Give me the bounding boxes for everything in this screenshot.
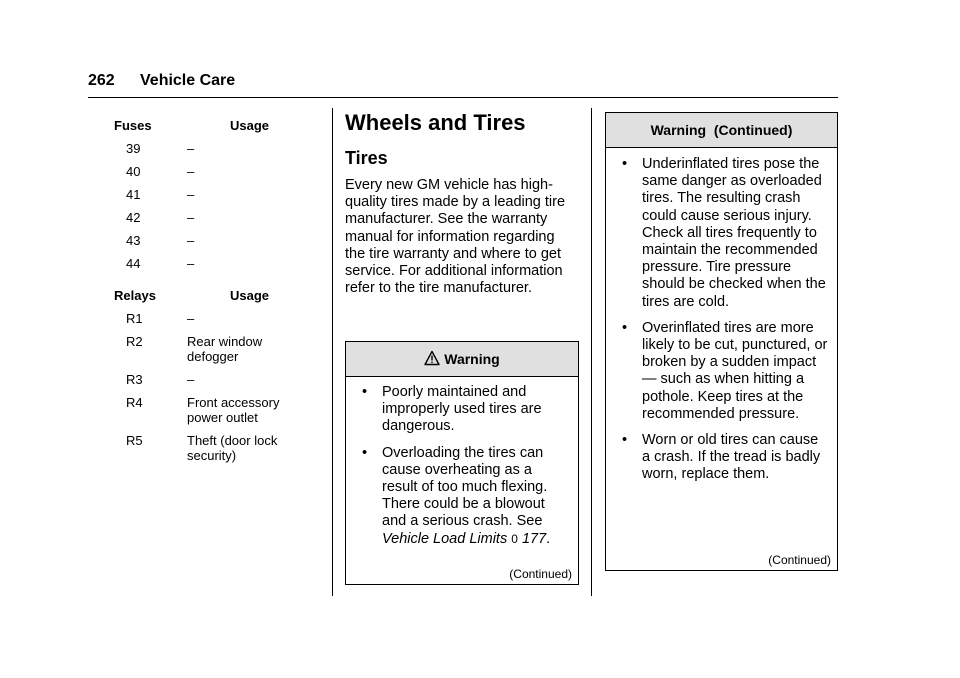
warning-title: Warning (Continued) bbox=[650, 122, 793, 138]
table-row bbox=[100, 210, 310, 225]
list-item: • Overloading the tires can cause overheating as a result of too much flexing. There could be a blowout and a serious crash. See Vehicle Load Limits 0 177. bbox=[362, 444, 551, 547]
section-heading: Tires bbox=[345, 148, 388, 168]
bullet-text: Underinflated tires pose the same danger as overloaded tires. The resulting crash could cause serious injury. Check all tires frequently to maintain the recommended pressure. Tire pressure should be checked when the tires are cold. bbox=[642, 156, 826, 310]
table-row bbox=[100, 334, 290, 364]
warning-header bbox=[346, 342, 578, 377]
table-row bbox=[100, 433, 310, 463]
warning-icon bbox=[424, 350, 440, 369]
relay-id: R1 bbox=[126, 311, 143, 326]
page-reference[interactable]: 177 bbox=[521, 530, 547, 547]
chapter-heading: Wheels and Tires bbox=[345, 110, 526, 135]
fuse-usage: – bbox=[187, 141, 195, 156]
fuse-usage: – bbox=[187, 233, 195, 248]
relays-column-header: Relays bbox=[114, 288, 156, 303]
page-header bbox=[88, 72, 838, 98]
table-row bbox=[100, 141, 310, 156]
bullet-text: Overinflated tires are more likely to be cut, punctured, or broken by a sudden impact — such as when hitting a pothole. Keep tires at the recommended pressure. bbox=[642, 319, 828, 422]
cross-reference-link[interactable]: Vehicle Load Limits bbox=[382, 530, 508, 547]
relay-id: R5 bbox=[126, 433, 143, 448]
list-item bbox=[612, 432, 829, 484]
relay-usage: – bbox=[187, 311, 195, 326]
bullet-text: Overloading the tires can cause overheating as a result of too much flexing. There could be a blowout and a serious crash. See bbox=[382, 444, 548, 530]
list-item bbox=[612, 320, 829, 423]
page-ref-icon: 0 bbox=[511, 531, 518, 546]
warning-box-continued bbox=[605, 112, 838, 571]
bullet-text: Poorly maintained and improperly used tires are dangerous. bbox=[382, 384, 542, 435]
relays-table bbox=[100, 288, 310, 471]
page-number: 262 bbox=[88, 72, 115, 89]
fuses-column-header: Fuses bbox=[114, 118, 152, 133]
table-row bbox=[100, 311, 310, 326]
table-row bbox=[100, 372, 310, 387]
relay-usage: Theft (door lock security) bbox=[187, 433, 278, 463]
warning-body bbox=[346, 377, 578, 548]
table-row bbox=[100, 187, 310, 202]
fuse-id: 40 bbox=[126, 164, 141, 179]
fuses-table-header bbox=[100, 118, 310, 138]
bullet-text: Worn or old tires can cause a crash. If the tread is badly worn, replace them. bbox=[642, 432, 821, 483]
column-divider bbox=[332, 108, 333, 596]
fuse-id: 43 bbox=[126, 233, 141, 248]
relay-usage: Front accessory power outlet bbox=[187, 395, 280, 425]
section-title: Vehicle Care bbox=[140, 72, 236, 89]
warning-title: Warning bbox=[444, 351, 500, 367]
bullet-marker: • bbox=[362, 444, 368, 461]
fuse-id: 44 bbox=[126, 256, 141, 271]
fuse-usage: – bbox=[187, 210, 195, 225]
warning-box bbox=[345, 341, 579, 585]
fuse-usage: – bbox=[187, 164, 195, 179]
bullet-marker: • bbox=[622, 156, 628, 172]
relay-usage: – bbox=[187, 372, 195, 387]
relay-id: R4 bbox=[126, 395, 143, 410]
warning-body bbox=[606, 148, 837, 484]
list-item bbox=[612, 156, 829, 311]
fuses-table bbox=[100, 118, 310, 279]
usage-column-header: Usage bbox=[230, 288, 270, 303]
table-row bbox=[100, 233, 310, 248]
column-divider bbox=[591, 108, 592, 596]
fuse-usage: – bbox=[187, 256, 195, 271]
continued-label: (Continued) bbox=[768, 553, 831, 567]
fuse-id: 41 bbox=[126, 187, 141, 202]
relay-id: R2 bbox=[126, 334, 143, 349]
table-row bbox=[100, 164, 310, 179]
bullet-marker: • bbox=[622, 319, 628, 336]
warning-header bbox=[606, 113, 837, 148]
fuse-id: 39 bbox=[126, 141, 141, 156]
relay-id: R3 bbox=[126, 372, 143, 387]
bullet-marker: • bbox=[362, 384, 368, 400]
bullet-marker: • bbox=[622, 432, 628, 449]
relay-usage: Rear window defogger bbox=[187, 334, 263, 364]
body-paragraph: Every new GM vehicle has high-quality tires made by a leading tire manufacturer. See the warranty manual for information regarding the tire warranty and where to get service. For additional information refer to the tire manufacturer. bbox=[345, 177, 566, 297]
table-row bbox=[100, 256, 310, 271]
list-item bbox=[352, 384, 570, 436]
fuse-id: 42 bbox=[126, 210, 141, 225]
relays-table-header bbox=[100, 288, 310, 308]
table-row bbox=[100, 395, 310, 425]
continued-label: (Continued) bbox=[509, 567, 572, 581]
usage-column-header: Usage bbox=[230, 118, 270, 133]
fuse-usage: – bbox=[187, 187, 195, 202]
